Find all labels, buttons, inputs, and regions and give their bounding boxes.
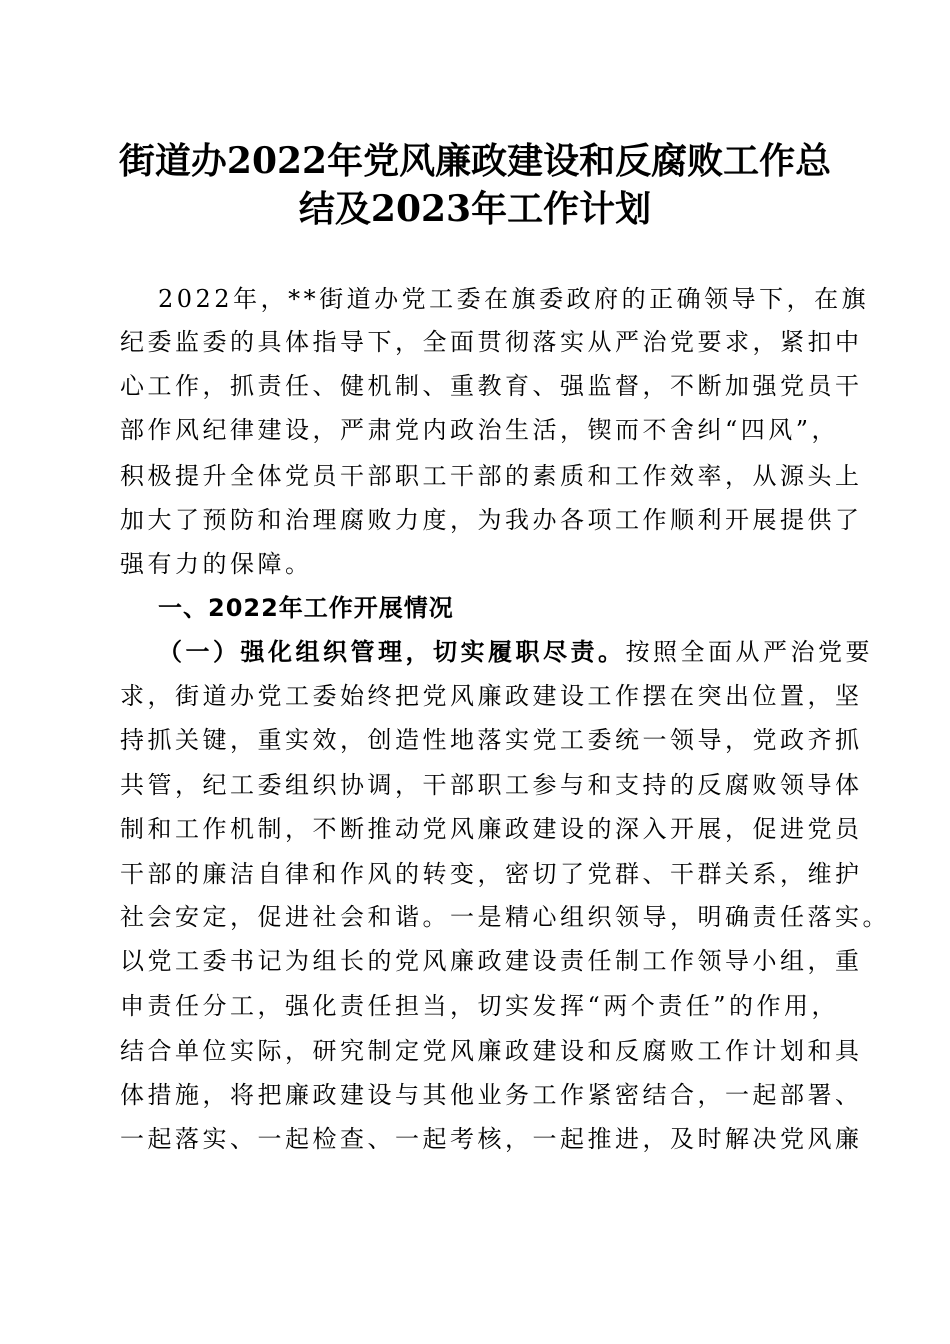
intro-line: 积极提升全体党员干部职工干部的素质和工作效率，从源头上	[120, 462, 863, 490]
intro-line: 心工作，抓责任、健机制、重教育、强监督，不断加强党员干	[120, 372, 863, 400]
body-line: 以党工委书记为组长的党风廉政建设责任制工作领导小组，重	[120, 947, 863, 975]
body-line: 干部的廉洁自律和作风的转变，密切了党群、干群关系，维护	[120, 860, 863, 888]
intro-line: 强有力的保障。	[120, 550, 313, 578]
document-title-line-1: 街道办2022年党风廉政建设和反腐败工作总	[118, 140, 832, 182]
body-line: 持抓关键，重实效，创造性地落实党工委统一领导，党政齐抓	[120, 726, 863, 754]
body-line: 结合单位实际，研究制定党风廉政建设和反腐败工作计划和具	[120, 1037, 863, 1065]
section-heading: 一、2022年工作开展情况	[158, 594, 454, 622]
intro-line: 纪委监委的具体指导下，全面贯彻落实从严治党要求，紧扣中	[120, 328, 863, 356]
subsection-title: （一）强化组织管理，切实履职尽责。	[158, 637, 626, 666]
body-line: 制和工作机制，不断推动党风廉政建设的深入开展，促进党员	[120, 815, 863, 843]
body-line: 求，街道办党工委始终把党风廉政建设工作摆在突出位置，坚	[120, 682, 863, 710]
intro-line: 2022年，**街道办党工委在旗委政府的正确领导下，在旗	[158, 285, 870, 313]
subsection-first-line	[158, 635, 873, 669]
subsection-first-line-rest: 按照全面从严治党要	[625, 638, 873, 666]
body-line: 体措施，将把廉政建设与其他业务工作紧密结合，一起部署、	[120, 1081, 863, 1109]
body-line: 社会安定，促进社会和谐。一是精心组织领导，明确责任落实。	[120, 903, 890, 931]
intro-line: 加大了预防和治理腐败力度，为我办各项工作顺利开展提供了	[120, 506, 863, 534]
body-line: 共管，纪工委组织协调，干部职工参与和支持的反腐败领导体	[120, 771, 863, 799]
body-line: 申责任分工，强化责任担当，切实发挥“两个责任”的作用，	[120, 992, 840, 1020]
body-line: 一起落实、一起检查、一起考核，一起推进，及时解决党风廉	[120, 1125, 863, 1153]
document-title-line-2: 结及2023年工作计划	[298, 188, 652, 230]
intro-line: 部作风纪律建设，严肃党内政治生活，锲而不舍纠“四风”，	[120, 416, 840, 444]
